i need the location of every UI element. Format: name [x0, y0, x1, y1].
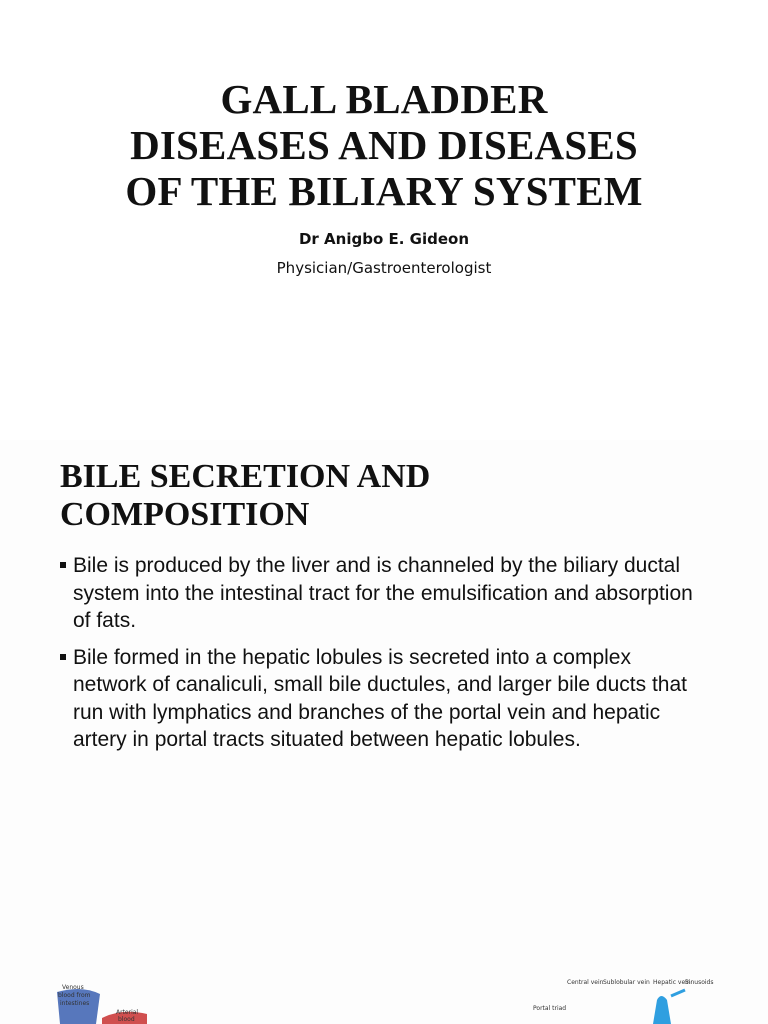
bullet-text: Bile formed in the hepatic lobules is secreted into a complex network of canaliculi, small bile ductules, and larger bile ducts that run with lymphatics and branches of the portal vein and hepatic artery in portal tracts situated between hepatic lobules. [73, 645, 687, 751]
diagram-label: Sublobular vein [603, 979, 650, 986]
title-line-3: OF THE BILIARY SYSTEM [125, 168, 643, 214]
hepatic-vein-shape [653, 996, 671, 1024]
bullet-list [60, 552, 710, 763]
bullet-text: Bile is produced by the liver and is channeled by the biliary ductal system into the intestinal tract for the emulsification and absorption of fats. [73, 554, 693, 632]
vein-branch-shape [671, 990, 685, 996]
diagram-label: Sinusoids [685, 979, 714, 986]
diagram-label: Venous [62, 984, 84, 991]
blood-flow-diagram-fragment [52, 980, 152, 1024]
liver-lobule-diagram-fragment [525, 970, 725, 1024]
diagram-label: Portal triad [533, 1005, 567, 1012]
diagram-label: intestines [60, 1000, 90, 1007]
diagram-label: blood [118, 1016, 135, 1023]
diagram-label: Arterial [116, 1009, 139, 1016]
title-slide [0, 0, 768, 430]
diagram-label: blood from [58, 992, 91, 999]
square-bullet-icon [60, 654, 66, 660]
slide-heading [60, 458, 430, 534]
square-bullet-icon [60, 562, 66, 568]
title-line-2: DISEASES AND DISEASES [130, 122, 638, 168]
bullet-item [60, 644, 710, 754]
author-role: Physician/Gastroenterologist [276, 259, 492, 277]
title-line-1: GALL BLADDER [220, 76, 548, 122]
diagram-label: Hepatic vein [653, 979, 691, 986]
bullet-item [60, 552, 710, 635]
author-name: Dr Anigbo E. Gideon [298, 230, 470, 248]
heading-line-1: BILE SECRETION AND [60, 458, 431, 495]
presentation-title [0, 76, 768, 214]
diagram-label: Central vein [567, 979, 604, 986]
content-slide [0, 440, 768, 1024]
heading-line-2: COMPOSITION [60, 496, 310, 533]
